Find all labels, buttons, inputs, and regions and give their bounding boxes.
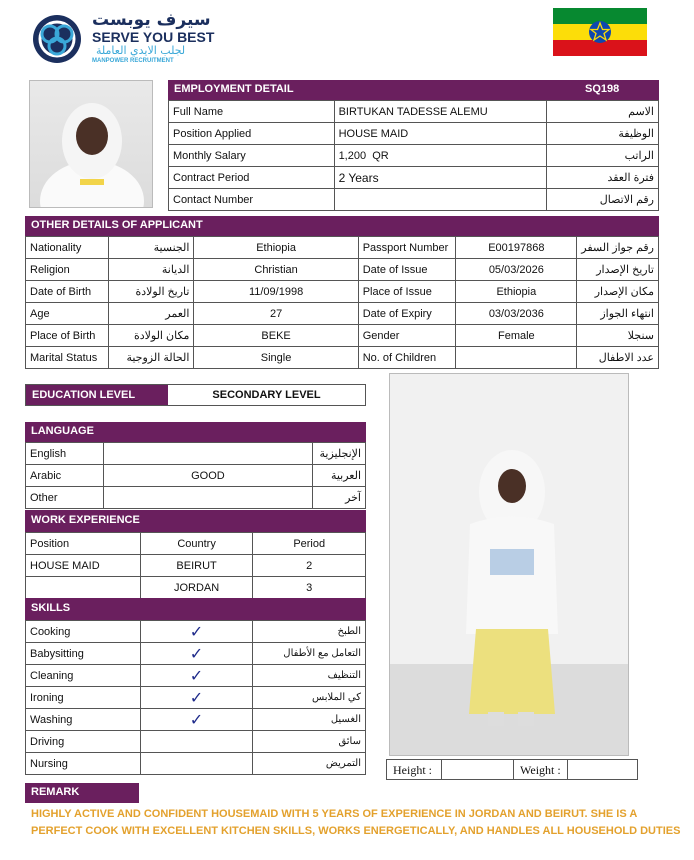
table-row [26,643,366,665]
field-value: BEKE [194,325,358,347]
logo-emblem-icon [30,12,84,66]
table-row [169,123,659,145]
table-row [26,665,366,687]
work-position: HOUSE MAID [26,555,141,577]
field-value [456,347,577,369]
table-row [26,753,366,775]
applicant-portrait-photo [29,80,153,208]
work-experience-table [25,532,366,599]
skills-section [25,598,366,775]
logo-english-name: SERVE YOU BEST [92,29,215,45]
field-label-arabic: مكان الإصدار [577,281,659,303]
language-name-arabic: الإنجليزية [313,443,366,465]
table-row [26,281,659,303]
field-label-arabic: الديانة [109,259,194,281]
field-label-arabic: العمر [109,303,194,325]
work-country: JORDAN [140,577,253,599]
education-level-value: SECONDARY LEVEL [212,389,321,401]
field-label: Date of Birth [26,281,109,303]
field-label: Gender [358,325,456,347]
table-header-row [26,533,366,555]
field-value: 11/09/1998 [194,281,358,303]
field-value: 1,200 QR [334,145,547,167]
field-label: Position Applied [169,123,335,145]
checkmark-icon: ✓ [140,621,252,643]
field-label-arabic: الحالة الزوجية [109,347,194,369]
field-label: Contact Number [169,189,335,211]
education-level-section [25,384,366,406]
remark-header: REMARK [25,783,139,803]
column-header: Period [253,533,366,555]
table-row [26,687,366,709]
skill-name-arabic: الطبخ [253,621,366,643]
language-table [25,442,366,509]
language-section [25,422,366,509]
field-label-arabic: تاريخ الولادة [109,281,194,303]
employment-detail-table [168,100,659,211]
field-label: Place of Issue [358,281,456,303]
skill-name: Babysitting [26,643,141,665]
logo-arabic-sub: لجلب الايدي العاملة [96,44,186,57]
checkmark-icon [140,753,252,775]
table-row [26,303,659,325]
language-name-arabic: آخر [313,487,366,509]
skills-table [25,620,366,775]
skill-name: Cooking [26,621,141,643]
field-label: No. of Children [358,347,456,369]
portrait-figure-icon [30,81,153,208]
language-level: GOOD [103,465,312,487]
table-row [26,577,366,599]
skill-name-arabic: التنظيف [253,665,366,687]
field-label: Contract Period [169,167,335,189]
field-value: Female [456,325,577,347]
applicant-full-body-photo [389,373,629,756]
skill-name: Cleaning [26,665,141,687]
field-label-arabic: فترة العقد [547,167,659,189]
field-value [334,189,547,211]
table-row [169,189,659,211]
ethiopia-flag-icon [553,8,647,56]
remark-section [25,783,681,840]
field-value: Christian [194,259,358,281]
skills-header: SKILLS [25,598,366,620]
field-label: Place of Birth [26,325,109,347]
table-row [26,709,366,731]
table-row [26,259,659,281]
applicant-code: SQ198 [585,83,620,95]
skill-name-arabic: الغسيل [253,709,366,731]
field-label: Full Name [169,101,335,123]
language-level [103,487,312,509]
skill-name: Driving [26,731,141,753]
field-value: Ethiopia [194,237,358,259]
language-name: Other [26,487,104,509]
table-row [26,237,659,259]
language-name: Arabic [26,465,104,487]
table-row [26,487,366,509]
field-value: Single [194,347,358,369]
column-header: Position [26,533,141,555]
field-label: Monthly Salary [169,145,335,167]
skill-name: Ironing [26,687,141,709]
logo-arabic-name: سيرف يوبست [92,10,211,30]
field-label-arabic: عدد الاطفال [577,347,659,369]
checkmark-icon: ✓ [140,665,252,687]
field-value: HOUSE MAID [334,123,547,145]
field-label-arabic: الوظيفة [547,123,659,145]
work-position [26,577,141,599]
table-row [26,555,366,577]
skill-name-arabic: التمريض [253,753,366,775]
language-name: English [26,443,104,465]
table-row [26,465,366,487]
field-label: Date of Expiry [358,303,456,325]
table-row [26,621,366,643]
company-logo [30,12,220,66]
field-label-arabic: الجنسية [109,237,194,259]
skill-name-arabic: كي الملابس [253,687,366,709]
weight-label: Weight : [513,760,567,779]
field-label-arabic: الراتب [547,145,659,167]
full-body-figure-icon [390,374,629,756]
work-experience-header: WORK EXPERIENCE [25,510,366,532]
employment-detail-title: EMPLOYMENT DETAIL [174,83,294,95]
checkmark-icon: ✓ [140,709,252,731]
field-label-arabic: مكان الولادة [109,325,194,347]
other-details-section [25,216,659,369]
checkmark-icon: ✓ [140,687,252,709]
table-row [26,443,366,465]
table-row [169,145,659,167]
field-value: 2 Years [334,167,547,189]
height-weight-row [386,759,638,780]
field-label: Marital Status [26,347,109,369]
field-value: 03/03/2036 [456,303,577,325]
remark-line-1: HIGHLY ACTIVE AND CONFIDENT HOUSEMAID WITH 5 YEARS OF EXPERIENCE IN JORDAN AND BEIRUT. SHE IS A [31,808,638,820]
other-details-header: OTHER DETAILS OF APPLICANT [25,216,659,236]
field-label-arabic: تاريخ الإصدار [577,259,659,281]
table-row [169,101,659,123]
work-experience-section [25,510,366,599]
education-level-header: EDUCATION LEVEL [26,385,168,405]
field-value: 05/03/2026 [456,259,577,281]
field-label: Date of Issue [358,259,456,281]
field-label: Age [26,303,109,325]
checkmark-icon [140,731,252,753]
skill-name: Washing [26,709,141,731]
field-label-arabic: سنجلا [577,325,659,347]
field-value: Ethiopia [456,281,577,303]
weight-value [567,760,637,779]
work-country: BEIRUT [140,555,253,577]
field-label-arabic: انتهاء الجواز [577,303,659,325]
language-level [103,443,312,465]
field-label: Passport Number [358,237,456,259]
skill-name-arabic: التعامل مع الأطفال [253,643,366,665]
table-row [26,731,366,753]
checkmark-icon: ✓ [140,643,252,665]
field-label-arabic: الاسم [547,101,659,123]
column-header: Country [140,533,253,555]
height-value [441,760,513,779]
table-row [26,325,659,347]
field-label: Religion [26,259,109,281]
employment-detail-section [168,80,659,211]
other-details-table [25,236,659,369]
skill-name-arabic: سائق [253,731,366,753]
field-label-arabic: رقم الاتصال [547,189,659,211]
table-row [169,167,659,189]
language-name-arabic: العربية [313,465,366,487]
remark-line-2: PERFECT COOK WITH EXCELLENT KITCHEN SKILLS, WORKS ENERGETICALLY, AND HANDLES ALL HOUSEHOLD DUTIES [31,825,681,837]
height-label: Height : [393,763,432,777]
language-header: LANGUAGE [25,422,366,442]
work-period: 3 [253,577,366,599]
field-label: Nationality [26,237,109,259]
field-label-arabic: رقم جواز السفر [577,237,659,259]
field-value: BIRTUKAN TADESSE ALEMU [334,101,547,123]
work-period: 2 [253,555,366,577]
field-value: 27 [194,303,358,325]
employment-detail-header [168,80,659,100]
skill-name: Nursing [26,753,141,775]
logo-english-sub: MANPOWER RECRUITMENT [92,58,174,64]
field-value: E00197868 [456,237,577,259]
table-row [26,347,659,369]
